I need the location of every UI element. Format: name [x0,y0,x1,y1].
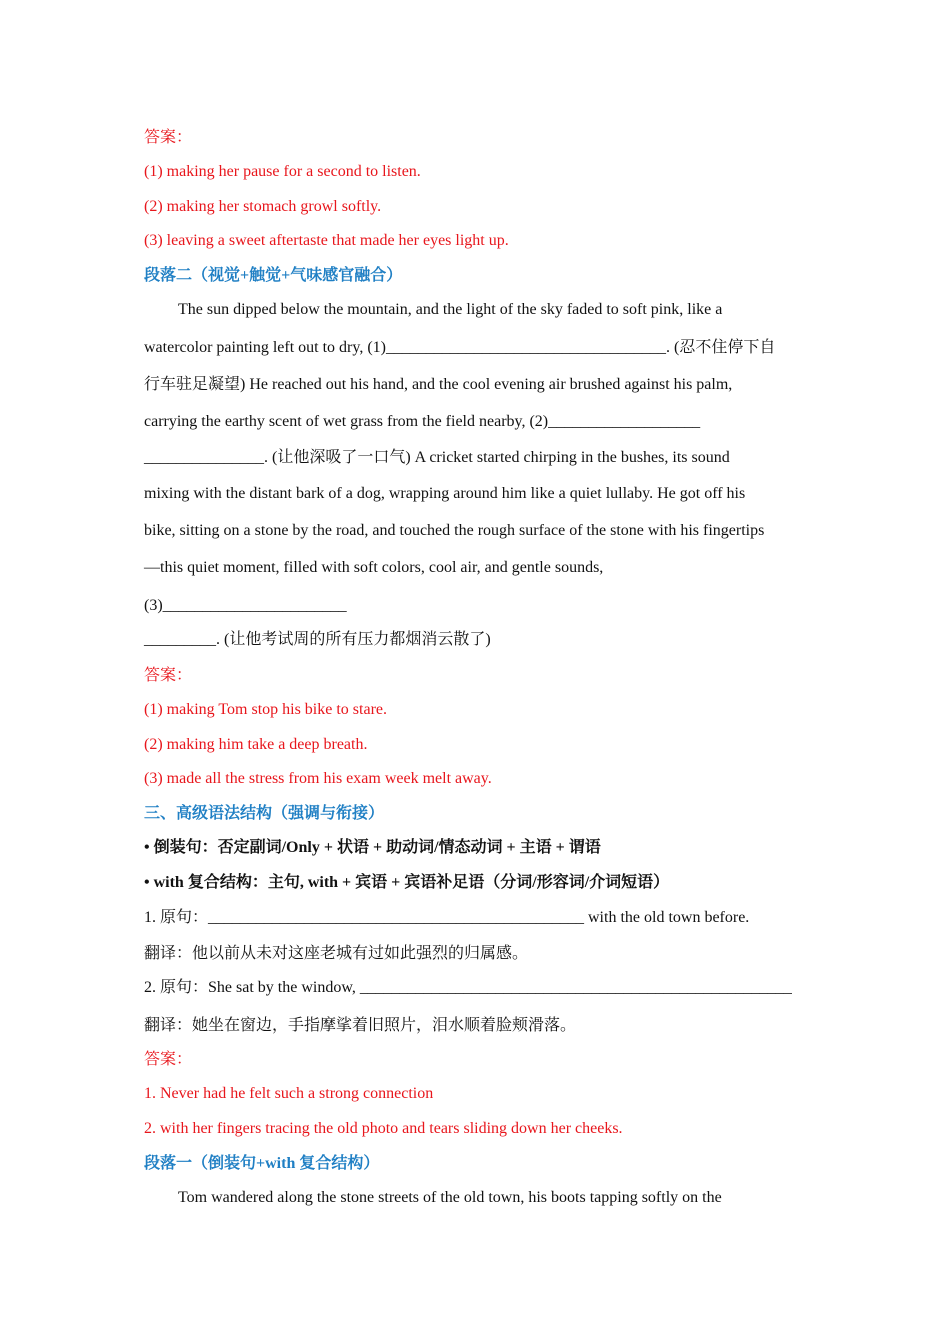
paragraph-line: 行车驻足凝望) He reached out his hand, and the cool evening air brushed against his palm, [144,376,733,393]
answer-item: (1) making Tom stop his bike to stare. [144,701,387,718]
paragraph-line: watercolor painting left out to dry, (1)___________________________________. (忍不住停下自 [144,339,776,356]
paragraph-line: carrying the earthy scent of wet grass from the field nearby, (2)___________________ [144,413,701,430]
paragraph-line: mixing with the distant bark of a dog, wrapping around him like a quiet lullaby. He got off his [144,485,746,502]
exercise-question: 1. 原句：_______________________________________________ with the old town before. [144,909,750,926]
answer-label: 答案： [144,667,193,684]
answer-label: 答案： [144,1051,193,1068]
grammar-rule: • with 复合结构：主句, with + 宾语 + 宾语补足语（分词/形容词/介词短语） [144,874,670,891]
section-heading: 三、高级语法结构（强调与衔接） [144,805,385,822]
answer-item: (3) made all the stress from his exam week melt away. [144,770,492,787]
exercise-translation: 翻译：他以前从未对这座老城有过如此强烈的归属感。 [144,945,529,962]
answer-item: (1) making her pause for a second to listen. [144,163,421,180]
answer-item: (3) leaving a sweet aftertaste that made her eyes light up. [144,232,509,249]
paragraph-line: The sun dipped below the mountain, and the light of the sky faded to soft pink, like a [178,301,723,318]
paragraph-line: (3)_______________________ [144,597,347,614]
answer-label: 答案： [144,129,193,146]
paragraph-line: _________. (让他考试周的所有压力都烟消云散了) [144,631,491,648]
answer-item: 1. Never had he felt such a strong connection [144,1085,434,1102]
paragraph-line: bike, sitting on a stone by the road, and touched the rough surface of the stone with his fingertips [144,522,765,539]
grammar-rule: • 倒装句：否定副词/Only + 状语 + 助动词/情态动词 + 主语 + 谓语 [144,839,601,856]
answer-item: (2) making her stomach growl softly. [144,198,382,215]
section-heading: 段落二（视觉+触觉+气味感官融合） [144,267,403,284]
exercise-translation: 翻译：她坐在窗边，手指摩挲着旧照片，泪水顺着脸颊滑落。 [144,1017,577,1034]
paragraph-line: —this quiet moment, filled with soft colors, cool air, and gentle sounds, [144,559,604,576]
exercise-question: 2. 原句：She sat by the window, ______________________________________________________ [144,979,792,996]
section-heading: 段落一（倒装句+with 复合结构） [144,1155,380,1172]
answer-item: 2. with her fingers tracing the old photo and tears sliding down her cheeks. [144,1120,623,1137]
answer-item: (2) making him take a deep breath. [144,736,368,753]
paragraph-line: Tom wandered along the stone streets of the old town, his boots tapping softly on the [178,1189,722,1206]
paragraph-line: _______________. (让他深吸了一口气) A cricket started chirping in the bushes, its sound [144,449,730,466]
